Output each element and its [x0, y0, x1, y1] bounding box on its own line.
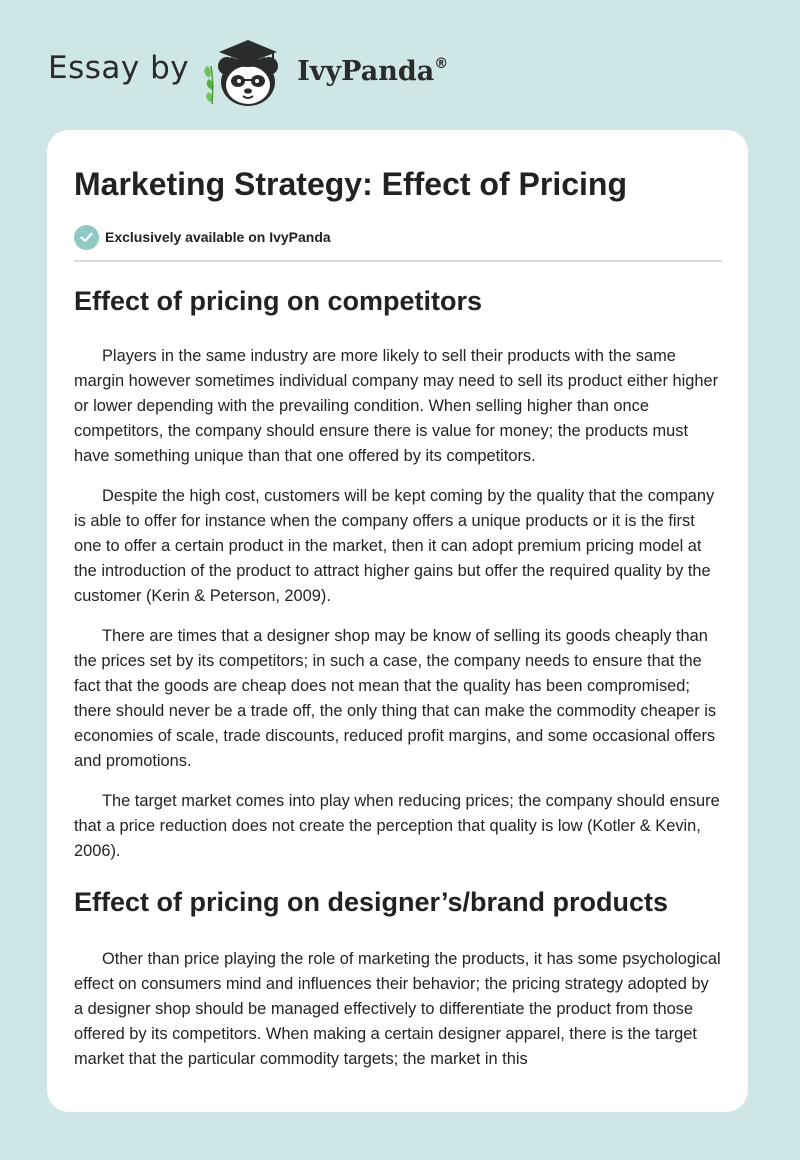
- divider: [74, 260, 722, 262]
- registered-mark: ®: [434, 55, 449, 72]
- exclusive-notice: [74, 224, 722, 250]
- section-heading: Effect of pricing on competitors: [74, 286, 483, 316]
- essay-card: [47, 130, 748, 1112]
- section-competitors: [74, 284, 722, 864]
- section-designer-products: [74, 885, 722, 1072]
- paragraph: Other than price playing the role of marketing the products, it has some psychological effect on consumers mind and influences their behavior; the pricing strategy adopted by a designer shop should be managed effectively to differentiate the product from those offered by its competitors. When making a certain designer apparel, there is the target market that the particular commodity targets; the market in this: [74, 950, 721, 1068]
- paragraph: Despite the high cost, customers will be kept coming by the quality that the company is able to offer for instance when the company offers a unique products or it is the first one to offer a certain product in the market, then it can adopt premium pricing model at the introduction of the product to attract higher gains but offer the required quality by the customer (Kerin & Peterson, 2009).: [74, 487, 715, 605]
- brand-header[interactable]: [48, 30, 448, 110]
- paragraph: There are times that a designer shop may be know of selling its goods cheaply than the prices set by its competitors; in such a case, the company needs to ensure that the fact that the goods are cheap does not mean that the quality has been compromised; there should never be a trade off, the only thing that can make the commodity cheaper is economies of scale, trade discounts, reduced profit margins, and some occasional offers and promotions.: [74, 627, 717, 770]
- section-heading: Effect of pricing on designer’s/brand products: [74, 887, 669, 917]
- check-icon: [74, 225, 99, 250]
- paragraph: The target market comes into play when reducing prices; the company should ensure that a price reduction does not create the perception that quality is low (Kotler & Kevin, 2006).: [74, 792, 720, 860]
- brand-name: IvyPanda®: [297, 55, 449, 87]
- brand-prefix: Essay by: [48, 50, 190, 86]
- essay-title: Marketing Strategy: Effect of Pricing: [74, 166, 627, 202]
- exclusive-label: Exclusively available on IvyPanda: [105, 229, 331, 245]
- panda-graduate-logo-icon: [199, 30, 295, 110]
- paragraph: Players in the same industry are more likely to sell their products with the same margin however sometimes individual company may need to sell its product either higher or lower depending with the prevailing condition. When selling higher than once competitors, the company should ensure there is value for money; the products must have something unique than that one offered by its competitors.: [74, 347, 719, 465]
